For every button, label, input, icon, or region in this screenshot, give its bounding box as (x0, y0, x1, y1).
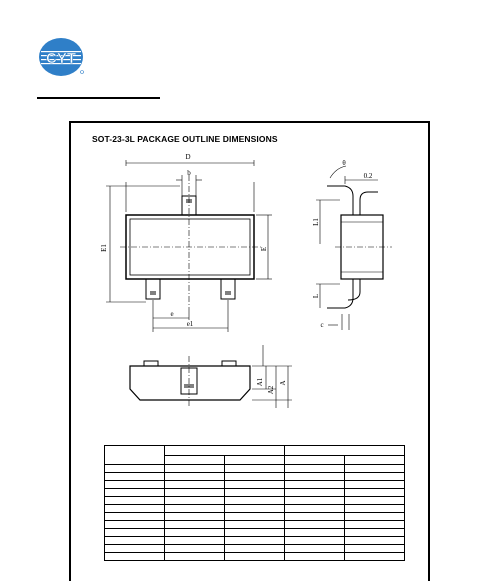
table-cell (105, 521, 165, 529)
table-cell (165, 537, 225, 545)
logo-text: CYT (46, 50, 76, 67)
table-cell (225, 521, 285, 529)
table-cell (105, 505, 165, 513)
dimensions-table (104, 445, 405, 561)
label-L: L (312, 293, 320, 299)
table-cell (285, 553, 345, 561)
table-cell (105, 481, 165, 489)
table-cell (345, 521, 405, 529)
table-cell (165, 521, 225, 529)
table-cell (165, 497, 225, 505)
table-cell (285, 489, 345, 497)
table-cell (285, 505, 345, 513)
table-cell (225, 545, 285, 553)
table-cell (285, 446, 405, 456)
table-cell (225, 489, 285, 497)
label-e: e (170, 310, 174, 318)
table-row (105, 513, 405, 521)
table-row (105, 505, 405, 513)
label-E1: E1 (100, 244, 108, 252)
table-cell (225, 465, 285, 473)
table-cell (285, 481, 345, 489)
table-cell (165, 545, 225, 553)
label-e1: e1 (186, 320, 194, 328)
table-cell (225, 481, 285, 489)
table-cell (345, 545, 405, 553)
table-cell (225, 529, 285, 537)
table-cell (165, 481, 225, 489)
table-cell (105, 537, 165, 545)
table-cell (105, 446, 165, 465)
table-cell (345, 553, 405, 561)
table-cell (105, 545, 165, 553)
table-cell (165, 473, 225, 481)
table-cell (285, 473, 345, 481)
table-cell (345, 473, 405, 481)
label-theta: θ (342, 159, 346, 167)
table-cell (345, 465, 405, 473)
table-cell (165, 455, 225, 465)
table-cell (225, 553, 285, 561)
table-row (105, 553, 405, 561)
label-c: c (320, 321, 324, 329)
label-L1: L1 (312, 218, 320, 226)
table-row (105, 529, 405, 537)
table-row (105, 465, 405, 473)
table-cell (285, 545, 345, 553)
table-row (105, 545, 405, 553)
table-cell (285, 513, 345, 521)
label-E: E (260, 246, 268, 252)
table-cell (345, 455, 405, 465)
table-row (105, 473, 405, 481)
table-cell (345, 513, 405, 521)
table-cell (105, 497, 165, 505)
table-cell (285, 529, 345, 537)
table-cell (345, 529, 405, 537)
table-cell (105, 553, 165, 561)
table-cell (165, 446, 285, 456)
label-A: A (279, 380, 287, 386)
table-cell (285, 497, 345, 505)
label-A1: A1 (256, 377, 264, 387)
table-cell (225, 537, 285, 545)
table-row (105, 521, 405, 529)
table-cell (105, 473, 165, 481)
table-cell (165, 529, 225, 537)
table-row (105, 537, 405, 545)
table-cell (105, 529, 165, 537)
table-cell (345, 505, 405, 513)
document-title: SOT-23-3L PACKAGE OUTLINE DIMENSIONS (92, 134, 278, 144)
table-cell (105, 489, 165, 497)
table-cell (105, 465, 165, 473)
table-cell (345, 489, 405, 497)
table-cell (285, 537, 345, 545)
table-row (105, 497, 405, 505)
table-row (105, 489, 405, 497)
table-cell (105, 513, 165, 521)
table-cell (225, 455, 285, 465)
table-cell (225, 497, 285, 505)
label-D: D (185, 153, 191, 161)
table-cell (345, 481, 405, 489)
table-cell (285, 465, 345, 473)
table-cell (165, 489, 225, 497)
table-cell (345, 497, 405, 505)
table-cell (225, 513, 285, 521)
table-cell (165, 553, 225, 561)
table-cell (165, 465, 225, 473)
table-row (105, 481, 405, 489)
table-cell (285, 455, 345, 465)
table-cell (165, 513, 225, 521)
label-A2: A2 (267, 385, 275, 395)
label-b: b (187, 169, 191, 177)
table-cell (285, 521, 345, 529)
table-header-row (105, 446, 405, 456)
label-0-2: 0.2 (363, 172, 373, 180)
table-cell (225, 505, 285, 513)
table-cell (165, 505, 225, 513)
table-cell (345, 537, 405, 545)
table-cell (225, 473, 285, 481)
